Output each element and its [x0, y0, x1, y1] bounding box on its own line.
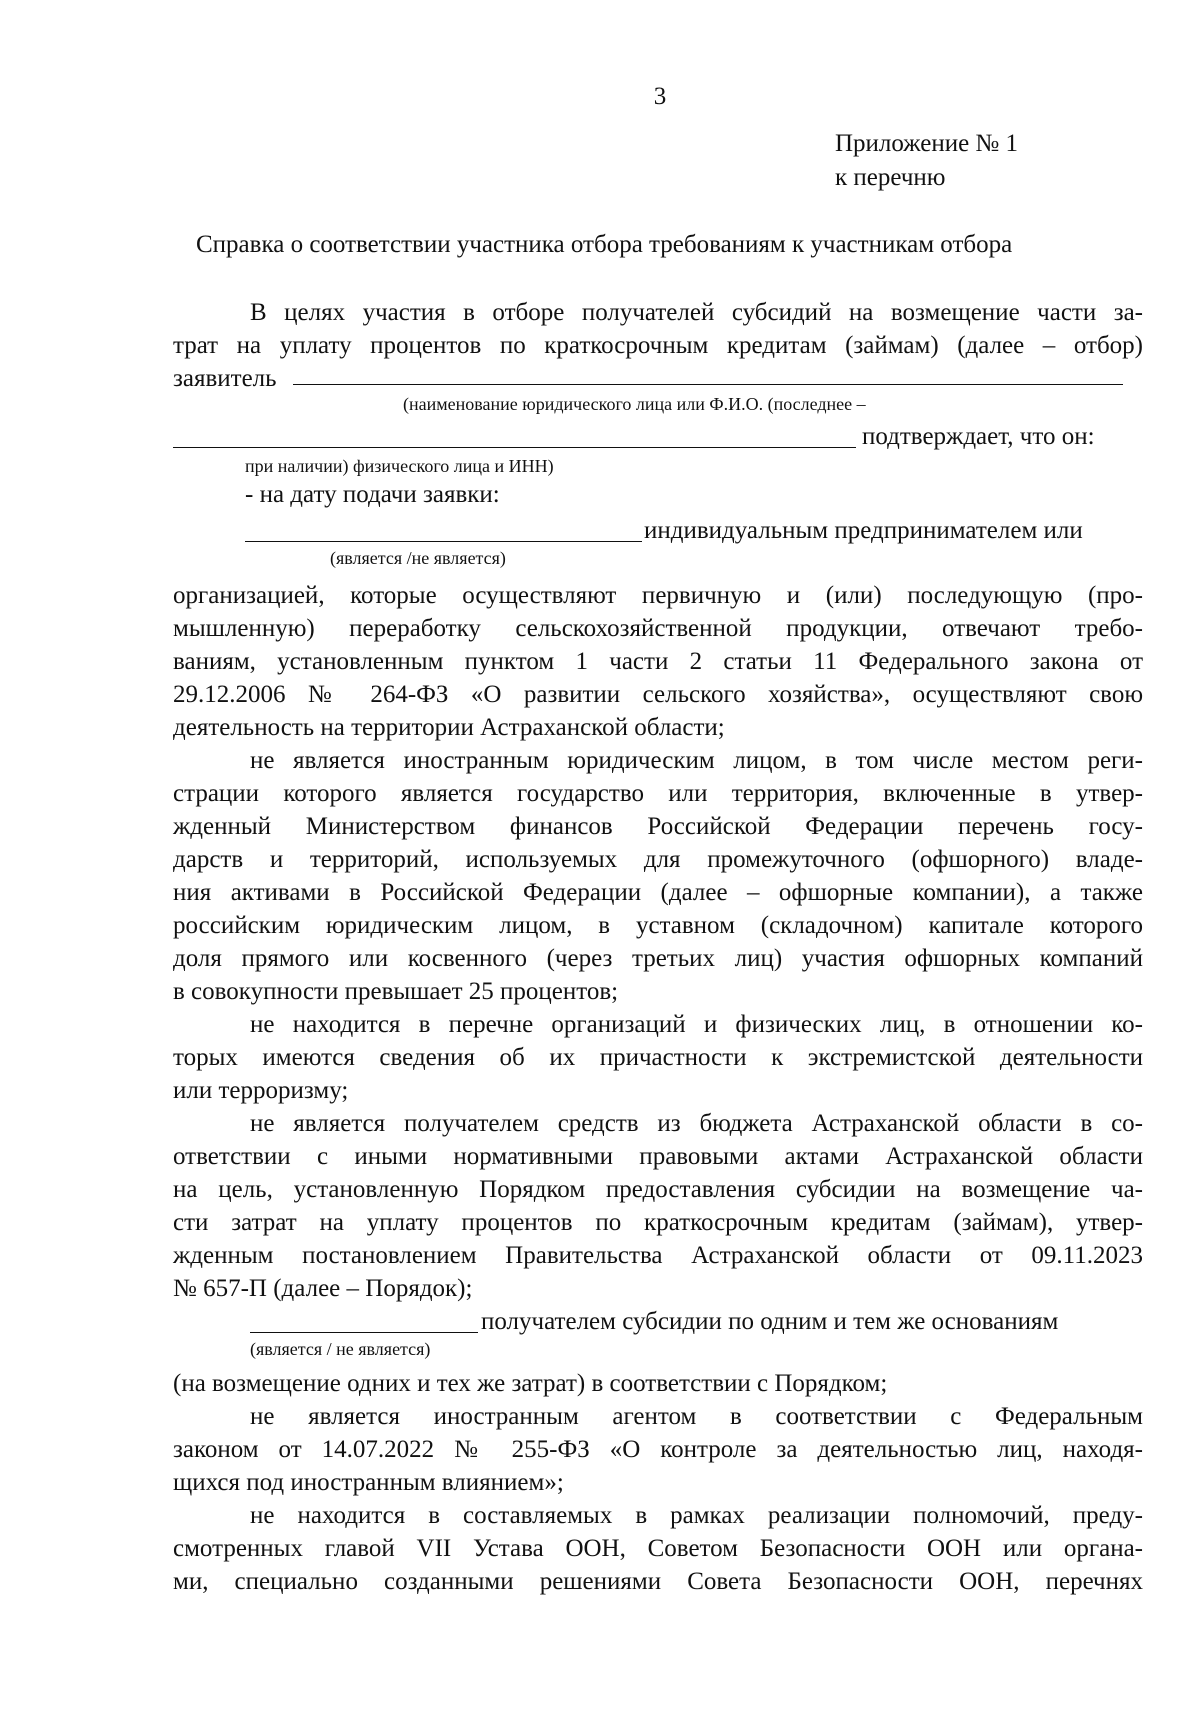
p4-line-3: на цель, установленную Порядком предоставления субсидии на возмещение ча-: [173, 1176, 1143, 1203]
p3-line-1: не находится в перечне организаций и физических лиц, в отношении ко-: [250, 1011, 1143, 1038]
p2-line-1: не является иностранным юридическим лицом, в том числе местом реги-: [250, 747, 1143, 774]
document-title: Справка о соответствии участника отбора требованиям к участникам отбора: [196, 231, 1013, 258]
page-number: 3: [653, 83, 667, 110]
appendix-line-2: к перечню: [835, 164, 946, 191]
ip-line-text: индивидуальным предпринимателем или: [644, 517, 1083, 544]
p1-line-1: организацией, которые осуществляют первичную и (или) последующую (про-: [173, 582, 1143, 609]
confirms-text: подтверждает, что он:: [862, 423, 1095, 450]
p4-line-1: не является получателем средств из бюджета Астраханской области в со-: [250, 1110, 1143, 1137]
hint-is-2: (является / не является): [250, 1339, 431, 1359]
hint-is-1: (является /не является): [330, 548, 506, 568]
on-date-text: - на дату подачи заявки:: [245, 481, 500, 508]
p1-line-5: деятельность на территории Астраханской области;: [173, 714, 725, 741]
appendix-line-1: Приложение № 1: [835, 130, 1019, 157]
p2-line-7: доля прямого или косвенного (через третьих лиц) участия офшорных компаний: [173, 945, 1143, 972]
hint-name-2: при наличии) физического лица и ИНН): [245, 456, 554, 476]
p1-line-4: 29.12.2006 № 264-ФЗ «О развитии сельского хозяйства», осуществляют свою: [173, 681, 1143, 708]
intro-line-1: В целях участия в отборе получателей субсидий на возмещение части за-: [250, 299, 1143, 326]
p4-line-6: № 657-П (далее – Порядок);: [173, 1275, 473, 1302]
applicant-name-blank-2: [173, 447, 856, 448]
p2-line-5: ния активами в Российской Федерации (далее – офшорные компании), а также: [173, 879, 1143, 906]
p2-line-3: жденный Министерством финансов Российской Федерации перечень госу-: [173, 813, 1143, 840]
intro-line-3: заявитель: [173, 365, 277, 392]
p7-line-3: ми, специально созданными решениями Совета Безопасности ООН, перечнях: [173, 1568, 1143, 1595]
p2-line-6: российским юридическим лицом, в уставном (складочном) капитале которого: [173, 912, 1143, 939]
p3-line-3: или терроризму;: [173, 1077, 349, 1104]
p4-line-5: жденным постановлением Правительства Астраханской области от 09.11.2023: [173, 1242, 1143, 1269]
p6-line-3: щихся под иностранным влиянием»;: [173, 1469, 564, 1496]
p5-line-text: получателем субсидии по одним и тем же основаниям: [481, 1308, 1059, 1335]
p5-continuation: (на возмещение одних и тех же затрат) в соответствии с Порядком;: [173, 1370, 888, 1397]
p2-line-8: в совокупности превышает 25 процентов;: [173, 978, 619, 1005]
p6-line-1: не является иностранным агентом в соответствии с Федеральным: [250, 1403, 1143, 1430]
p2-line-4: дарств и территорий, используемых для промежуточного (офшорного) владе-: [173, 846, 1143, 873]
p1-line-2: мышленную) переработку сельскохозяйственной продукции, отвечают требо-: [173, 615, 1143, 642]
hint-name-1: (наименование юридического лица или Ф.И.О. (последнее –: [403, 394, 866, 414]
p3-line-2: торых имеются сведения об их причастности к экстремистской деятельности: [173, 1044, 1143, 1071]
p4-line-4: сти затрат на уплату процентов по краткосрочным кредитам (займам), утвер-: [173, 1209, 1143, 1236]
p6-line-2: законом от 14.07.2022 № 255-ФЗ «О контроле за деятельностью лиц, находя-: [173, 1436, 1143, 1463]
p2-line-2: страции которого является государство или территория, включенные в утвер-: [173, 780, 1143, 807]
p7-line-1: не находится в составляемых в рамках реализации полномочий, преду-: [250, 1502, 1143, 1529]
p1-line-3: ваниям, установленным пунктом 1 части 2 статьи 11 Федерального закона от: [173, 648, 1143, 675]
intro-line-2: трат на уплату процентов по краткосрочным кредитам (займам) (далее – отбор): [173, 332, 1143, 359]
is-blank-1: [245, 541, 642, 542]
applicant-name-blank: [293, 384, 1123, 385]
p7-line-2: смотренных главой VII Устава ООН, Советом Безопасности ООН или органа-: [173, 1535, 1143, 1562]
appendix-header: [835, 127, 1175, 195]
is-blank-2: [250, 1332, 478, 1333]
p4-line-2: ответствии с иными нормативными правовыми актами Астраханской области: [173, 1143, 1143, 1170]
